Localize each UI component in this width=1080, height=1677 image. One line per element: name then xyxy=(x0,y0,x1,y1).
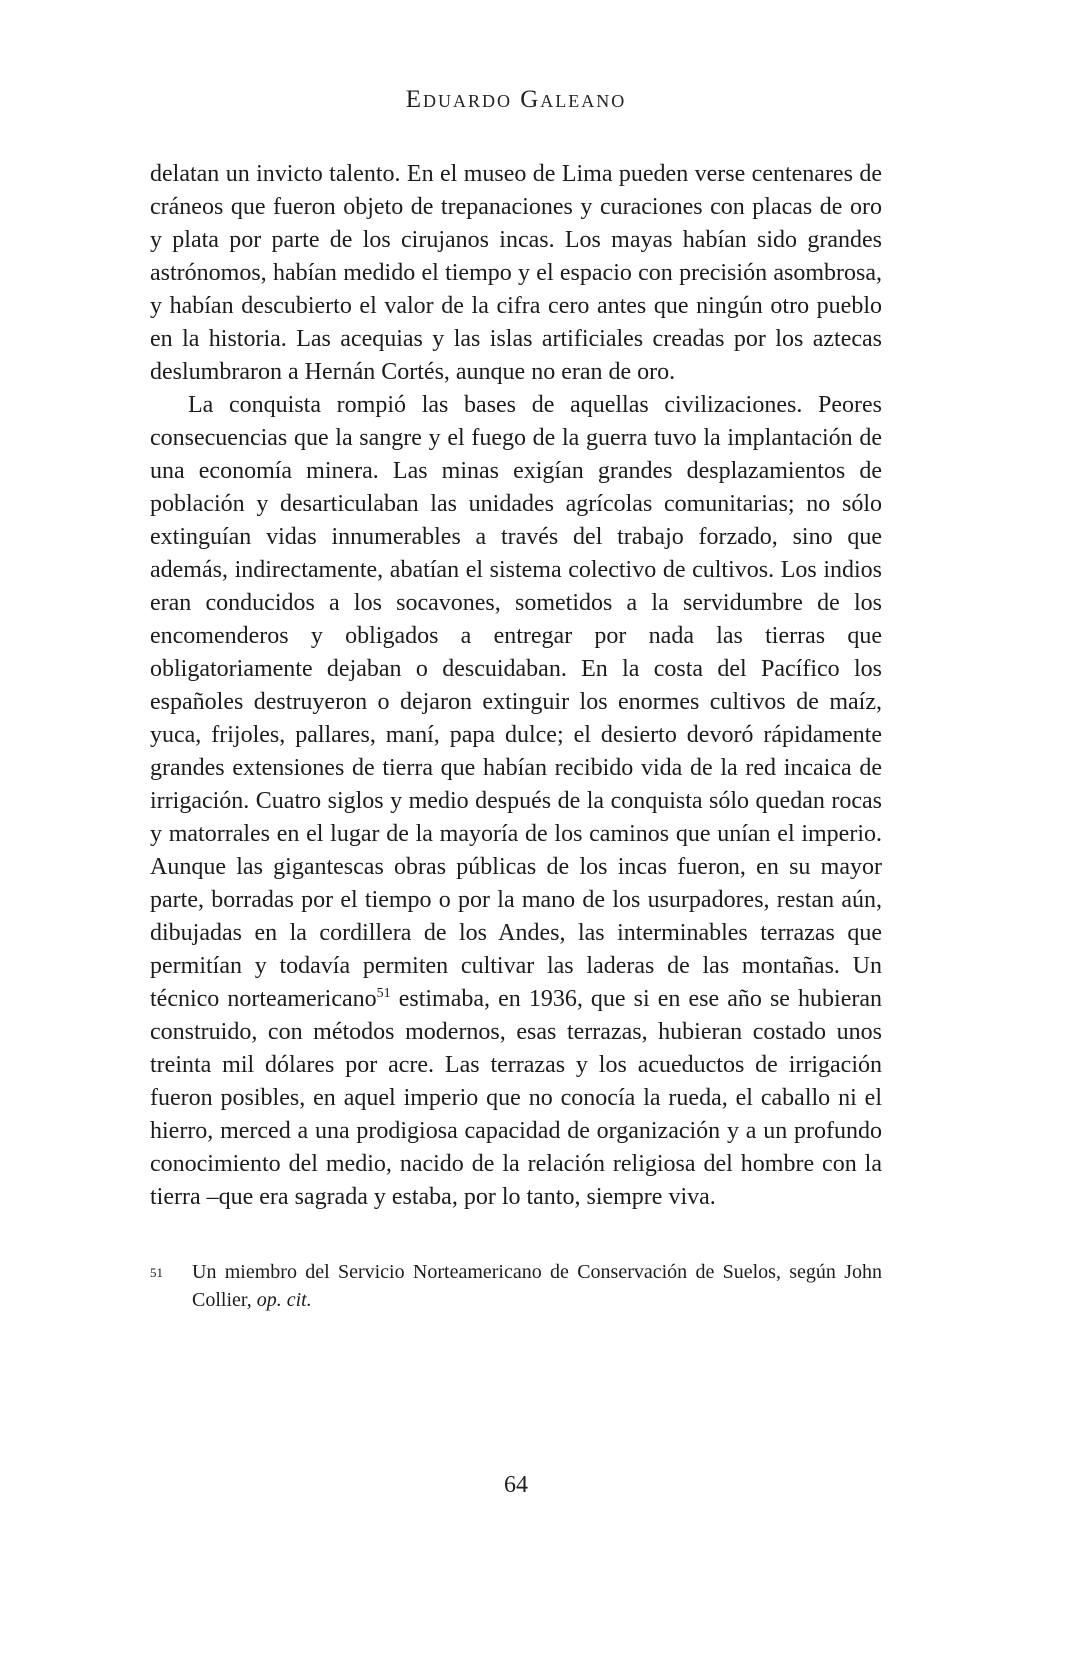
paragraph-text: La conquista rompió las bases de aquellas civilizaciones. Peores consecuencias que la sangre y el fuego de la guerra tuvo la implantación de una economía minera. Las minas exigían grandes desplazamientos de población y desarticulaban las unidades agrícolas comunitarias; no sólo extinguían vidas innumerables a través del trabajo forzado, sino que además, indirectamente, abatían el sistema colectivo de cultivos. Los indios eran conducidos a los socavones, sometidos a la servidumbre de los encomenderos y obligados a entregar por nada las tierras que obligatoriamente dejaban o descuidaban. En la costa del Pacífico los españoles destruyeron o dejaron extinguir los enormes cultivos de maíz, yuca, frijoles, pallares, maní, papa dulce; el desierto devoró rápidamente grandes extensiones de tierra que habían recibido vida de la red incaica de irrigación. Cuatro siglos y medio después de la conquista sólo quedan rocas y matorrales en el lugar de la mayoría de los caminos que unían el imperio. Aunque las gigantescas obras públicas de los incas fueron, en su mayor parte, borradas por el tiempo o por la mano de los usurpadores, restan aún, dibujadas en la cordillera de los Andes, las interminables terrazas que permitían y todavía permiten cultivar las laderas de las montañas. Un técnico norteamericano xyxy=(150,392,882,1012)
running-header xyxy=(150,86,882,114)
body-text xyxy=(150,158,882,1314)
paragraph xyxy=(150,158,882,389)
footnote-number: 51 xyxy=(150,1265,163,1280)
author-name: Eduardo Galeano xyxy=(405,86,627,113)
page-number: 64 xyxy=(504,1472,528,1498)
paragraph xyxy=(150,389,882,1214)
footnote-citation: op. cit. xyxy=(256,1289,312,1311)
footnote xyxy=(150,1258,882,1314)
footnote-text xyxy=(192,1258,882,1314)
paragraph-text: delatan un invicto talento. En el museo de Lima pueden verse centenares de cráneos que fueron objeto de trepanaciones y curaciones con placas de oro y plata por parte de los cirujanos incas. Los mayas habían sido grandes astrónomos, habían medido el tiempo y el espacio con precisión asombrosa, y habían descubierto el valor de la cifra cero antes que ningún otro pueblo en la historia. Las acequias y las islas artificiales creadas por los aztecas deslumbraron a Hernán Cortés, aunque no eran de oro. xyxy=(150,161,882,385)
footnote-body: Un miembro del Servicio Norteamericano de Conservación de Suelos, según John Collier, xyxy=(192,1261,882,1311)
footnote-reference-marker: 51 xyxy=(376,986,391,1001)
paragraph-text: estimaba, en 1936, que si en ese año se hubieran construido, con métodos modernos, esas terrazas, hubieran costado unos treinta mil dólares por acre. Las terrazas y los acueductos de irrigación fueron posibles, en aquel imperio que no conocía la rueda, el caballo ni el hierro, merced a una prodigiosa capacidad de organización y a un profundo conocimiento del medio, nacido de la relación religiosa del hombre con la tierra –que era sagrada y estaba, por lo tanto, siempre viva. xyxy=(150,986,882,1210)
